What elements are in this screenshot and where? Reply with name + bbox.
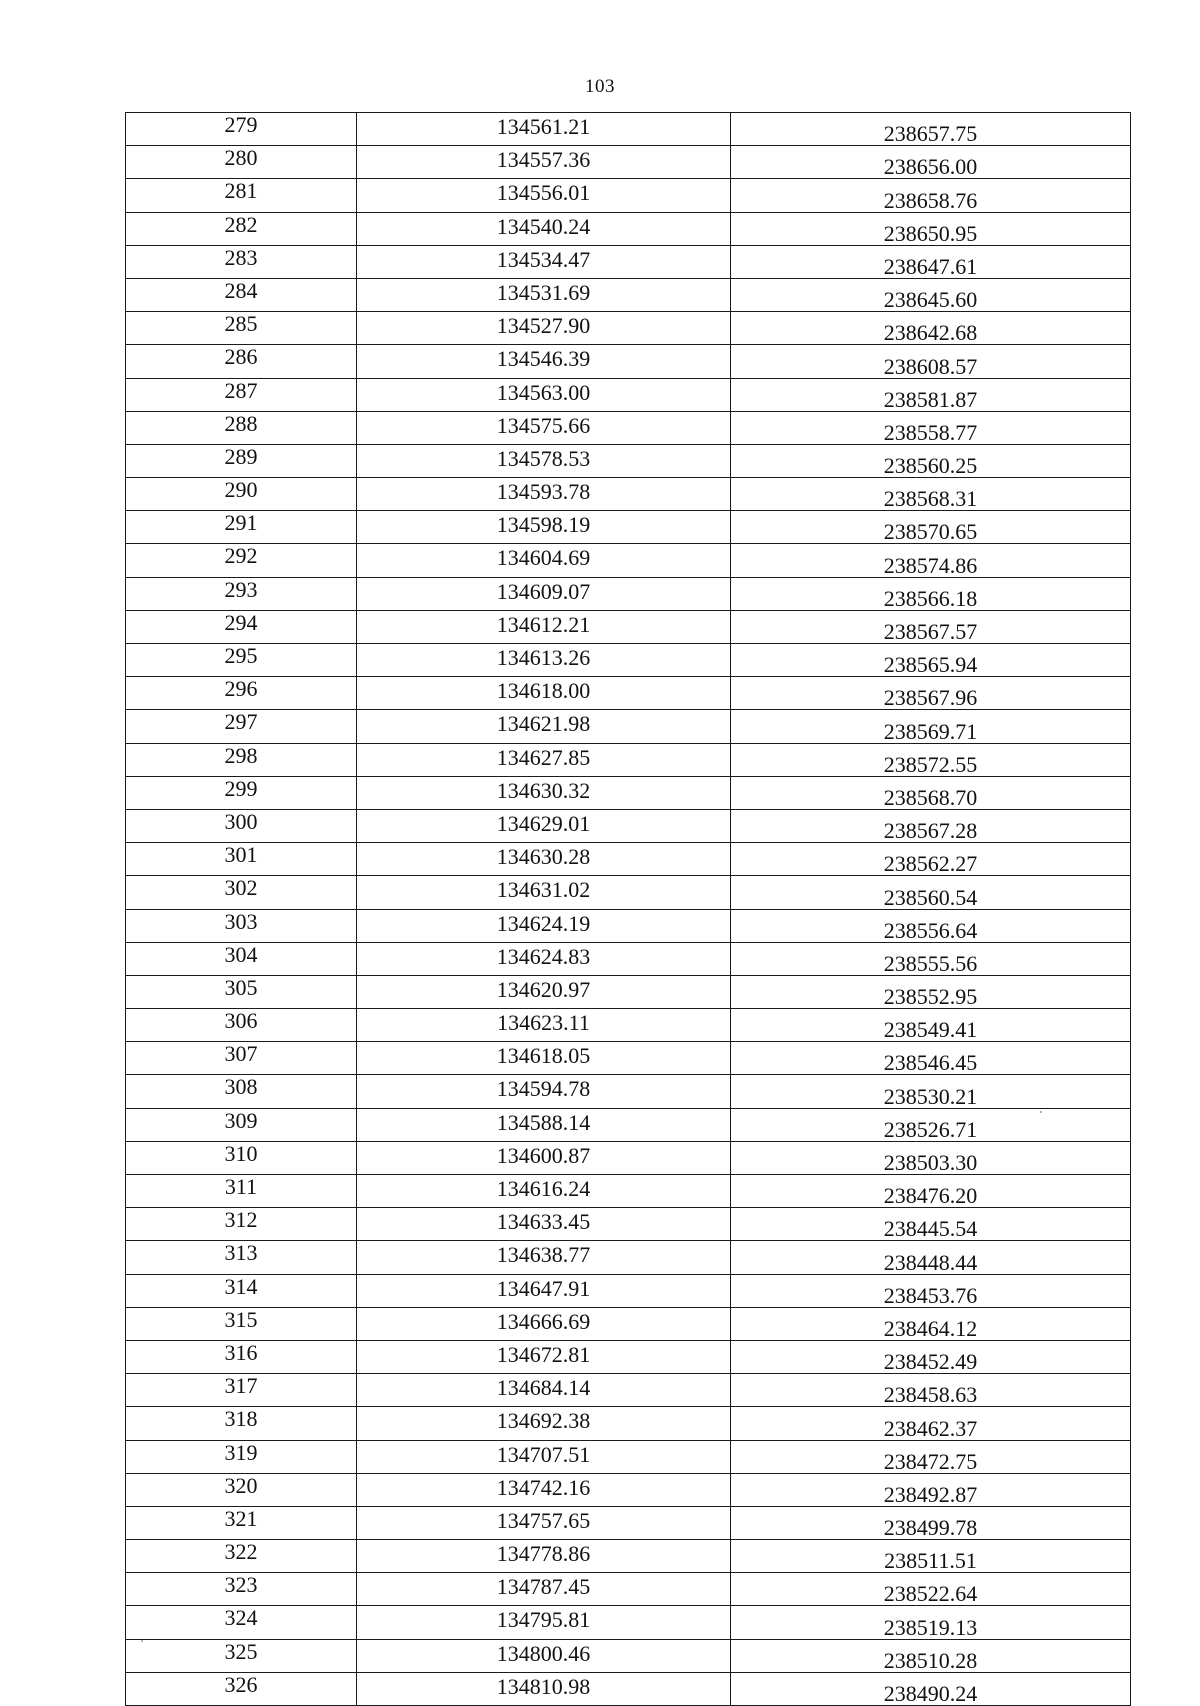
point-number-cell: 322 xyxy=(126,1540,357,1573)
point-number-cell: 300 xyxy=(126,809,357,842)
y-coordinate-cell: 238453.76 xyxy=(731,1274,1131,1307)
x-coordinate-cell: 134531.69 xyxy=(357,278,731,311)
x-coordinate-cell: 134593.78 xyxy=(357,478,731,511)
point-number-cell: 290 xyxy=(126,478,357,511)
x-coordinate-cell: 134630.28 xyxy=(357,843,731,876)
y-coordinate-cell: 238552.95 xyxy=(731,975,1131,1008)
y-coordinate-cell: 238492.87 xyxy=(731,1473,1131,1506)
y-coordinate-cell: 238511.51 xyxy=(731,1540,1131,1573)
x-coordinate-cell: 134613.26 xyxy=(357,644,731,677)
table-row xyxy=(126,1108,1131,1141)
point-number-cell: 317 xyxy=(126,1374,357,1407)
y-coordinate-cell: 238566.18 xyxy=(731,577,1131,610)
table-row xyxy=(126,809,1131,842)
table-row xyxy=(126,1540,1131,1573)
x-coordinate-cell: 134624.19 xyxy=(357,909,731,942)
table-row xyxy=(126,511,1131,544)
table-row xyxy=(126,1606,1131,1639)
point-number-cell: 287 xyxy=(126,378,357,411)
x-coordinate-cell: 134616.24 xyxy=(357,1175,731,1208)
y-coordinate-cell: 238567.57 xyxy=(731,610,1131,643)
point-number-cell: 301 xyxy=(126,843,357,876)
x-coordinate-cell: 134557.36 xyxy=(357,146,731,179)
x-coordinate-cell: 134534.47 xyxy=(357,245,731,278)
table-row xyxy=(126,245,1131,278)
y-coordinate-cell: 238562.27 xyxy=(731,843,1131,876)
table-row xyxy=(126,1374,1131,1407)
point-number-cell: 326 xyxy=(126,1672,357,1705)
x-coordinate-cell: 134600.87 xyxy=(357,1141,731,1174)
page-number: 103 xyxy=(585,76,615,97)
y-coordinate-cell: 238510.28 xyxy=(731,1639,1131,1672)
point-number-cell: 307 xyxy=(126,1042,357,1075)
table-row xyxy=(126,909,1131,942)
y-coordinate-cell: 238647.61 xyxy=(731,245,1131,278)
x-coordinate-cell: 134684.14 xyxy=(357,1374,731,1407)
y-coordinate-cell: 238574.86 xyxy=(731,544,1131,577)
table-row xyxy=(126,444,1131,477)
table-row xyxy=(126,1075,1131,1108)
y-coordinate-cell: 238581.87 xyxy=(731,378,1131,411)
point-number-cell: 309 xyxy=(126,1108,357,1141)
point-number-cell: 280 xyxy=(126,146,357,179)
y-coordinate-cell: 238570.65 xyxy=(731,511,1131,544)
y-coordinate-cell: 238565.94 xyxy=(731,644,1131,677)
table-row xyxy=(126,975,1131,1008)
point-number-cell: 321 xyxy=(126,1506,357,1539)
point-number-cell: 279 xyxy=(126,113,357,146)
table-row xyxy=(126,1208,1131,1241)
table-row xyxy=(126,843,1131,876)
y-coordinate-cell: 238558.77 xyxy=(731,411,1131,444)
point-number-cell: 293 xyxy=(126,577,357,610)
x-coordinate-cell: 134692.38 xyxy=(357,1407,731,1440)
point-number-cell: 319 xyxy=(126,1440,357,1473)
y-coordinate-cell: 238572.55 xyxy=(731,743,1131,776)
x-coordinate-cell: 134527.90 xyxy=(357,312,731,345)
point-number-cell: 310 xyxy=(126,1141,357,1174)
x-coordinate-cell: 134800.46 xyxy=(357,1639,731,1672)
y-coordinate-cell: 238549.41 xyxy=(731,1009,1131,1042)
table-row xyxy=(126,411,1131,444)
x-coordinate-cell: 134810.98 xyxy=(357,1672,731,1705)
table-row xyxy=(126,1639,1131,1672)
table-row xyxy=(126,312,1131,345)
x-coordinate-cell: 134623.11 xyxy=(357,1009,731,1042)
y-coordinate-cell: 238569.71 xyxy=(731,710,1131,743)
y-coordinate-cell: 238567.28 xyxy=(731,809,1131,842)
y-coordinate-cell: 238657.75 xyxy=(731,113,1131,146)
point-number-cell: 286 xyxy=(126,345,357,378)
y-coordinate-cell: 238650.95 xyxy=(731,212,1131,245)
y-coordinate-cell: 238556.64 xyxy=(731,909,1131,942)
x-coordinate-cell: 134757.65 xyxy=(357,1506,731,1539)
x-coordinate-cell: 134540.24 xyxy=(357,212,731,245)
x-coordinate-cell: 134647.91 xyxy=(357,1274,731,1307)
point-number-cell: 292 xyxy=(126,544,357,577)
y-coordinate-cell: 238462.37 xyxy=(731,1407,1131,1440)
y-coordinate-cell: 238567.96 xyxy=(731,677,1131,710)
point-number-cell: 312 xyxy=(126,1208,357,1241)
point-number-cell: 303 xyxy=(126,909,357,942)
x-coordinate-cell: 134598.19 xyxy=(357,511,731,544)
x-coordinate-cell: 134630.32 xyxy=(357,776,731,809)
x-coordinate-cell: 134618.05 xyxy=(357,1042,731,1075)
y-coordinate-cell: 238568.31 xyxy=(731,478,1131,511)
point-number-cell: 314 xyxy=(126,1274,357,1307)
point-number-cell: 313 xyxy=(126,1241,357,1274)
x-coordinate-cell: 134624.83 xyxy=(357,942,731,975)
point-number-cell: 294 xyxy=(126,610,357,643)
point-number-cell: 318 xyxy=(126,1407,357,1440)
x-coordinate-cell: 134609.07 xyxy=(357,577,731,610)
scan-speck xyxy=(1040,1111,1042,1113)
point-number-cell: 285 xyxy=(126,312,357,345)
point-number-cell: 325 xyxy=(126,1639,357,1672)
point-number-cell: 297 xyxy=(126,710,357,743)
y-coordinate-cell: 238503.30 xyxy=(731,1141,1131,1174)
table-row xyxy=(126,544,1131,577)
y-coordinate-cell: 238499.78 xyxy=(731,1506,1131,1539)
y-coordinate-cell: 238519.13 xyxy=(731,1606,1131,1639)
x-coordinate-cell: 134604.69 xyxy=(357,544,731,577)
table-row xyxy=(126,1573,1131,1606)
point-number-cell: 316 xyxy=(126,1340,357,1373)
y-coordinate-cell: 238445.54 xyxy=(731,1208,1131,1241)
y-coordinate-cell: 238608.57 xyxy=(731,345,1131,378)
x-coordinate-cell: 134787.45 xyxy=(357,1573,731,1606)
y-coordinate-cell: 238642.68 xyxy=(731,312,1131,345)
point-number-cell: 298 xyxy=(126,743,357,776)
table-row xyxy=(126,1440,1131,1473)
point-number-cell: 308 xyxy=(126,1075,357,1108)
x-coordinate-cell: 134778.86 xyxy=(357,1540,731,1573)
table-row xyxy=(126,378,1131,411)
point-number-cell: 281 xyxy=(126,179,357,212)
point-number-cell: 315 xyxy=(126,1307,357,1340)
point-number-cell: 299 xyxy=(126,776,357,809)
table-row xyxy=(126,677,1131,710)
point-number-cell: 296 xyxy=(126,677,357,710)
y-coordinate-cell: 238464.12 xyxy=(731,1307,1131,1340)
table-row xyxy=(126,942,1131,975)
point-number-cell: 288 xyxy=(126,411,357,444)
point-number-cell: 324 xyxy=(126,1606,357,1639)
table-row xyxy=(126,577,1131,610)
y-coordinate-cell: 238560.25 xyxy=(731,444,1131,477)
table-row xyxy=(126,1175,1131,1208)
y-coordinate-cell: 238526.71 xyxy=(731,1108,1131,1141)
point-number-cell: 304 xyxy=(126,942,357,975)
table-row xyxy=(126,1473,1131,1506)
x-coordinate-cell: 134546.39 xyxy=(357,345,731,378)
point-number-cell: 306 xyxy=(126,1009,357,1042)
y-coordinate-cell: 238656.00 xyxy=(731,146,1131,179)
point-number-cell: 295 xyxy=(126,644,357,677)
point-number-cell: 283 xyxy=(126,245,357,278)
x-coordinate-cell: 134563.00 xyxy=(357,378,731,411)
table-row xyxy=(126,743,1131,776)
x-coordinate-cell: 134556.01 xyxy=(357,179,731,212)
table-row xyxy=(126,1407,1131,1440)
table-row xyxy=(126,1042,1131,1075)
point-number-cell: 311 xyxy=(126,1175,357,1208)
point-number-cell: 284 xyxy=(126,278,357,311)
x-coordinate-cell: 134742.16 xyxy=(357,1473,731,1506)
x-coordinate-cell: 134638.77 xyxy=(357,1241,731,1274)
x-coordinate-cell: 134631.02 xyxy=(357,876,731,909)
x-coordinate-cell: 134621.98 xyxy=(357,710,731,743)
point-number-cell: 305 xyxy=(126,975,357,1008)
y-coordinate-cell: 238658.76 xyxy=(731,179,1131,212)
x-coordinate-cell: 134594.78 xyxy=(357,1075,731,1108)
x-coordinate-cell: 134795.81 xyxy=(357,1606,731,1639)
table-row xyxy=(126,278,1131,311)
point-number-cell: 302 xyxy=(126,876,357,909)
y-coordinate-cell: 238452.49 xyxy=(731,1340,1131,1373)
y-coordinate-cell: 238522.64 xyxy=(731,1573,1131,1606)
coordinates-table-body xyxy=(126,113,1131,1706)
y-coordinate-cell: 238448.44 xyxy=(731,1241,1131,1274)
point-number-cell: 282 xyxy=(126,212,357,245)
x-coordinate-cell: 134633.45 xyxy=(357,1208,731,1241)
x-coordinate-cell: 134612.21 xyxy=(357,610,731,643)
y-coordinate-cell: 238458.63 xyxy=(731,1374,1131,1407)
y-coordinate-cell: 238568.70 xyxy=(731,776,1131,809)
scan-speck xyxy=(141,1640,143,1642)
point-number-cell: 291 xyxy=(126,511,357,544)
table-row xyxy=(126,876,1131,909)
y-coordinate-cell: 238530.21 xyxy=(731,1075,1131,1108)
x-coordinate-cell: 134578.53 xyxy=(357,444,731,477)
x-coordinate-cell: 134618.00 xyxy=(357,677,731,710)
table-row xyxy=(126,1241,1131,1274)
table-row xyxy=(126,478,1131,511)
table-row xyxy=(126,1506,1131,1539)
x-coordinate-cell: 134627.85 xyxy=(357,743,731,776)
x-coordinate-cell: 134707.51 xyxy=(357,1440,731,1473)
y-coordinate-cell: 238476.20 xyxy=(731,1175,1131,1208)
table-row xyxy=(126,1672,1131,1705)
y-coordinate-cell: 238490.24 xyxy=(731,1672,1131,1705)
table-row xyxy=(126,610,1131,643)
table-row xyxy=(126,345,1131,378)
point-number-cell: 289 xyxy=(126,444,357,477)
x-coordinate-cell: 134620.97 xyxy=(357,975,731,1008)
table-row xyxy=(126,1141,1131,1174)
y-coordinate-cell: 238645.60 xyxy=(731,278,1131,311)
x-coordinate-cell: 134666.69 xyxy=(357,1307,731,1340)
x-coordinate-cell: 134561.21 xyxy=(357,113,731,146)
y-coordinate-cell: 238546.45 xyxy=(731,1042,1131,1075)
x-coordinate-cell: 134629.01 xyxy=(357,809,731,842)
x-coordinate-cell: 134575.66 xyxy=(357,411,731,444)
coordinates-table xyxy=(125,112,1131,1706)
table-row xyxy=(126,710,1131,743)
table-row xyxy=(126,776,1131,809)
y-coordinate-cell: 238560.54 xyxy=(731,876,1131,909)
table-row xyxy=(126,212,1131,245)
table-row xyxy=(126,644,1131,677)
table-row xyxy=(126,146,1131,179)
table-row xyxy=(126,1009,1131,1042)
table-row xyxy=(126,1307,1131,1340)
x-coordinate-cell: 134588.14 xyxy=(357,1108,731,1141)
x-coordinate-cell: 134672.81 xyxy=(357,1340,731,1373)
table-row xyxy=(126,1340,1131,1373)
table-row xyxy=(126,1274,1131,1307)
point-number-cell: 320 xyxy=(126,1473,357,1506)
y-coordinate-cell: 238472.75 xyxy=(731,1440,1131,1473)
table-row xyxy=(126,113,1131,146)
y-coordinate-cell: 238555.56 xyxy=(731,942,1131,975)
table-row xyxy=(126,179,1131,212)
point-number-cell: 323 xyxy=(126,1573,357,1606)
